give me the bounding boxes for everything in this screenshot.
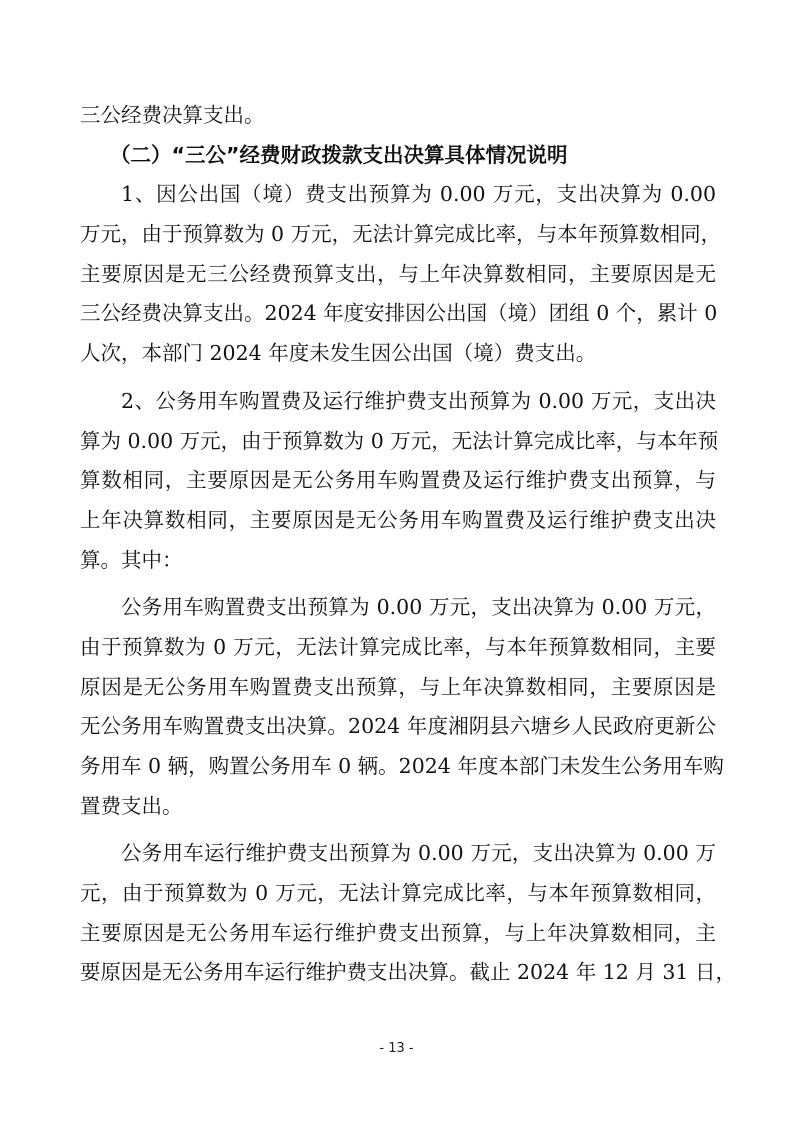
- section-heading: [80, 136, 716, 176]
- text-line: 无公务用车购置费支出决算。2024 年度湘阴县六塘乡人民政府更新公: [80, 714, 716, 739]
- text-line: 元，由于预算数为 0 万元，无法计算完成比率，与本年预算数相同，: [80, 881, 716, 906]
- paragraph-vehicle-purchase: [80, 588, 724, 826]
- text-line: 原因是无公务用车购置费支出预算，与上年决算数相同，主要原因是: [80, 674, 716, 699]
- text-line: 人次，本部门 2024 年度未发生因公出国（境）费支出。: [80, 341, 597, 366]
- text-line: 三公经费决算支出。: [80, 103, 265, 127]
- text-line: 主要原因是无公务用车运行维护费支出预算，与上年决算数相同，主: [80, 920, 716, 945]
- document-body: [80, 96, 736, 993]
- text-line: 1、因公出国（境）费支出预算为 0.00 万元，支出决算为 0.00: [121, 182, 716, 207]
- text-line: 三公经费决算支出。2024 年度安排因公出国（境）团组 0 个，累计 0: [80, 301, 718, 326]
- paragraph-continuation: [80, 96, 716, 136]
- text-line: 主要原因是无三公经费预算支出，与上年决算数相同，主要原因是无: [80, 261, 716, 286]
- text-line: 万元，由于预算数为 0 万元，无法计算完成比率，与本年预算数相同，: [80, 222, 722, 247]
- text-line: 上年决算数相同，主要原因是无公务用车购置费及运行维护费支出决: [80, 507, 716, 532]
- text-line: 公务用车运行维护费支出预算为 0.00 万元，支出决算为 0.00 万: [121, 841, 716, 866]
- text-line: 务用车 0 辆，购置公务用车 0 辆。2024 年度本部门未发生公务用车购: [80, 754, 724, 778]
- text-line: 要原因是无公务用车运行维护费支出决算。截止 2024 年 12 月 31 日，: [80, 960, 736, 985]
- paragraph-vehicle-maintenance: [80, 834, 736, 993]
- page-number: - 13 -: [379, 1041, 414, 1056]
- heading-line: （二）“三公”经费财政拨款支出决算具体情况说明: [110, 142, 568, 167]
- text-line: 算数相同，主要原因是无公务用车购置费及运行维护费支出预算，与: [80, 468, 716, 493]
- text-line: 算为 0.00 万元，由于预算数为 0 万元，无法计算完成比率，与本年预: [80, 428, 719, 453]
- text-line: 置费支出。: [80, 793, 183, 818]
- text-line: 算。其中：: [80, 547, 183, 572]
- text-line: 由于预算数为 0 万元，无法计算完成比率，与本年预算数相同，主要: [80, 634, 716, 659]
- paragraph-travel-abroad: [80, 175, 722, 373]
- text-line: 2、公务用车购置费及运行维护费支出预算为 0.00 万元，支出决: [121, 388, 716, 413]
- text-line: 公务用车购置费支出预算为 0.00 万元，支出决算为 0.00 万元，: [121, 595, 716, 620]
- paragraph-vehicle-total: [80, 382, 719, 580]
